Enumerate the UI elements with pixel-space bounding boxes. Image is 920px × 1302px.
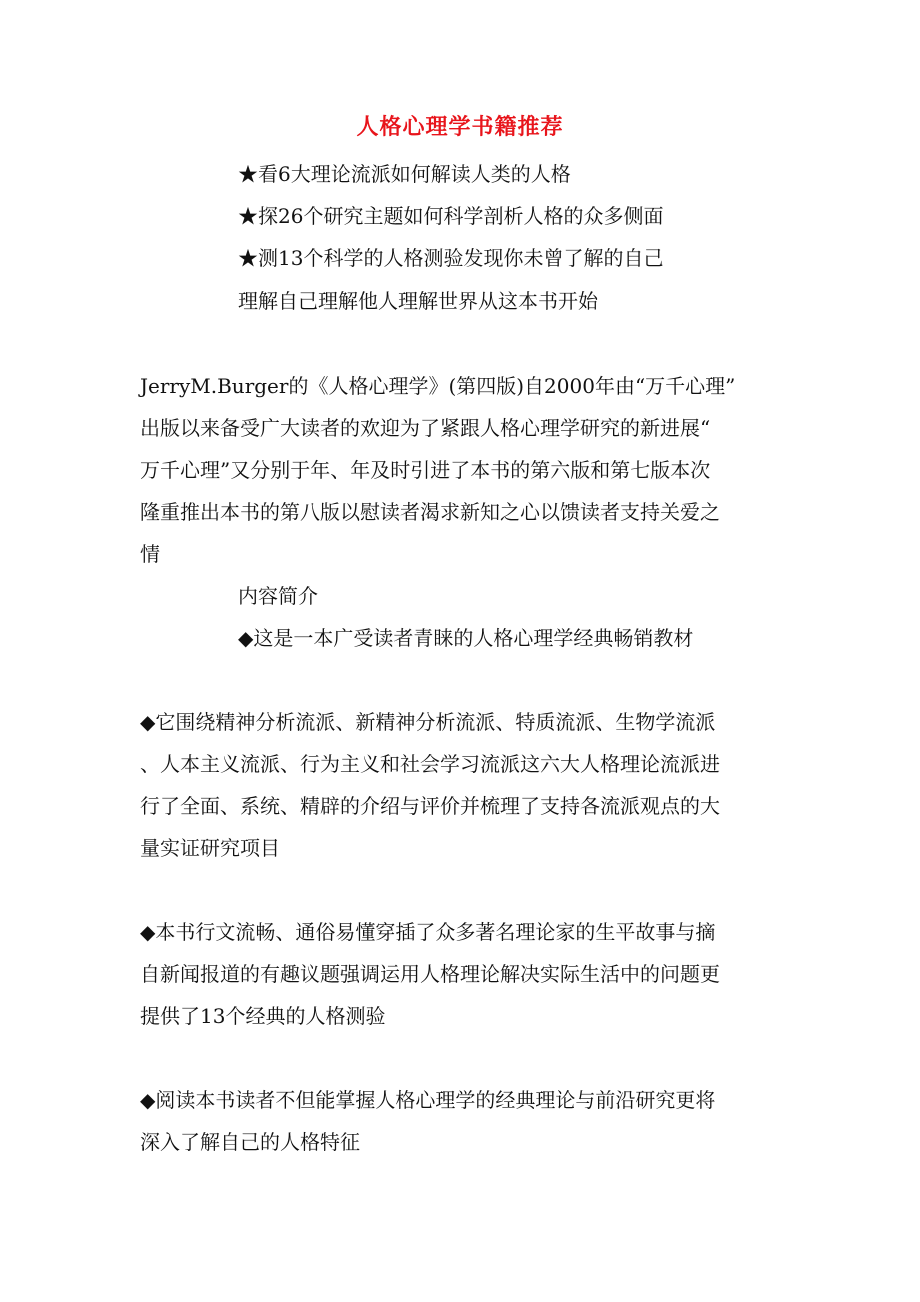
bullet-2-line-4: 量实证研究项目	[140, 836, 280, 860]
highlight-line-4: 理解自己理解他人理解世界从这本书开始	[238, 289, 598, 313]
bullet-2-line-1: ◆它围绕精神分析流派、新精神分析流派、特质流派、生物学流派	[140, 710, 716, 734]
intro-line-4: 隆重推出本书的第八版以慰读者渴求新知之心以馈读者支持关爱之	[140, 500, 720, 524]
highlight-line-1: ★看6大理论流派如何解读人类的人格	[238, 162, 571, 186]
bullet-1-line-1: ◆这是一本广受读者青睐的人格心理学经典畅销教材	[238, 626, 694, 650]
highlight-line-2: ★探26个研究主题如何科学剖析人格的众多侧面	[238, 204, 664, 228]
highlight-line-3: ★测13个科学的人格测验发现你未曾了解的自己	[238, 246, 664, 270]
intro-line-5: 情	[140, 542, 160, 566]
document-title: 人格心理学书籍推荐	[356, 114, 564, 140]
intro-line-2: 出版以来备受广大读者的欢迎为了紧跟人格心理学研究的新进展“	[140, 416, 711, 440]
bullet-3-line-3: 提供了13个经典的人格测验	[140, 1004, 386, 1028]
bullet-3-line-2: 自新闻报道的有趣议题强调运用人格理论解决实际生活中的问题更	[140, 962, 720, 986]
intro-line-1: JerryM.Burger的《人格心理学》(第四版)自2000年由“万千心理”	[140, 374, 736, 398]
bullet-2-line-3: 行了全面、系统、精辟的介绍与评价并梳理了支持各流派观点的大	[140, 794, 720, 818]
bullet-2-line-2: 、人本主义流派、行为主义和社会学习流派这六大人格理论流派进	[140, 752, 720, 776]
bullet-4-line-1: ◆阅读本书读者不但能掌握人格心理学的经典理论与前沿研究更将	[140, 1088, 716, 1112]
section-heading: 内容简介	[238, 584, 318, 608]
bullet-3-line-1: ◆本书行文流畅、通俗易懂穿插了众多著名理论家的生平故事与摘	[140, 920, 716, 944]
bullet-4-line-2: 深入了解自己的人格特征	[140, 1130, 360, 1154]
intro-line-3: 万千心理”又分别于年、年及时引进了本书的第六版和第七版本次	[140, 458, 711, 482]
